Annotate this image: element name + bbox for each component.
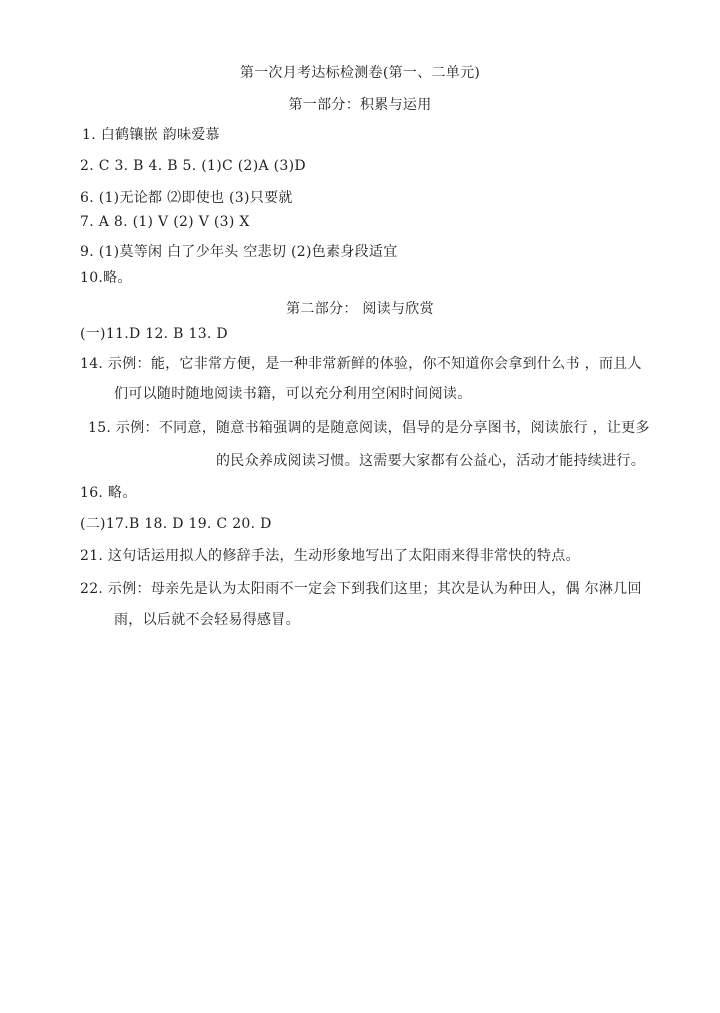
answer-line: 们可以随时随地阅读书籍，可以充分利用空闲时间阅读。 <box>114 386 472 402</box>
answer-line: 9. (1)莫等闲 白了少年头 空悲切 (2)色素身段适宜 <box>80 244 398 260</box>
answer-line: 1. 白鹤镶嵌 韵味爱慕 <box>82 127 220 143</box>
answer-line: 雨，以后就不会轻易得感冒。 <box>114 612 300 628</box>
answer-line: (二)17.B 18. D 19. C 20. D <box>80 516 272 532</box>
answer-line: (一)11.D 12. B 13. D <box>80 326 228 342</box>
answer-line: 的民众养成阅读习惯。这需要大家都有公益心，活动才能持续进行。 <box>216 453 645 469</box>
answer-line: 6. (1)无论都 ⑵即使也 (3)只要就 <box>80 190 293 206</box>
answer-line: 2. C 3. B 4. B 5. (1)C (2)A (3)D <box>80 158 306 174</box>
part-one-heading: 第一部分：积累与运用 <box>288 97 432 113</box>
answer-line: 22. 示例：母亲先是认为太阳雨不一定会下到我们这里；其次是认为种田人，偶 尔淋几回 <box>80 581 642 597</box>
answer-line: 16. 略。 <box>80 485 137 501</box>
answer-line: 14. 示例：能，它非常方便，是一种非常新鲜的体验，你不知道你会拿到什么书 ，而且人 <box>80 356 642 372</box>
answer-line: 7. A 8. (1) V (2) V (3) X <box>80 214 250 230</box>
answer-line: 15. 示例：不同意，随意书箱强调的是随意阅读，倡导的是分享图书，阅读旅行 ，让更多 <box>88 420 650 436</box>
answer-line: 10.略。 <box>80 270 132 286</box>
part-two-heading: 第二部分： 阅读与欣赏 <box>286 301 434 317</box>
answer-line: 21. 这句话运用拟人的修辞手法，生动形象地写出了太阳雨来得非常快的特点。 <box>80 548 580 564</box>
document-title: 第一次月考达标检测卷(第一、二单元) <box>239 65 481 81</box>
